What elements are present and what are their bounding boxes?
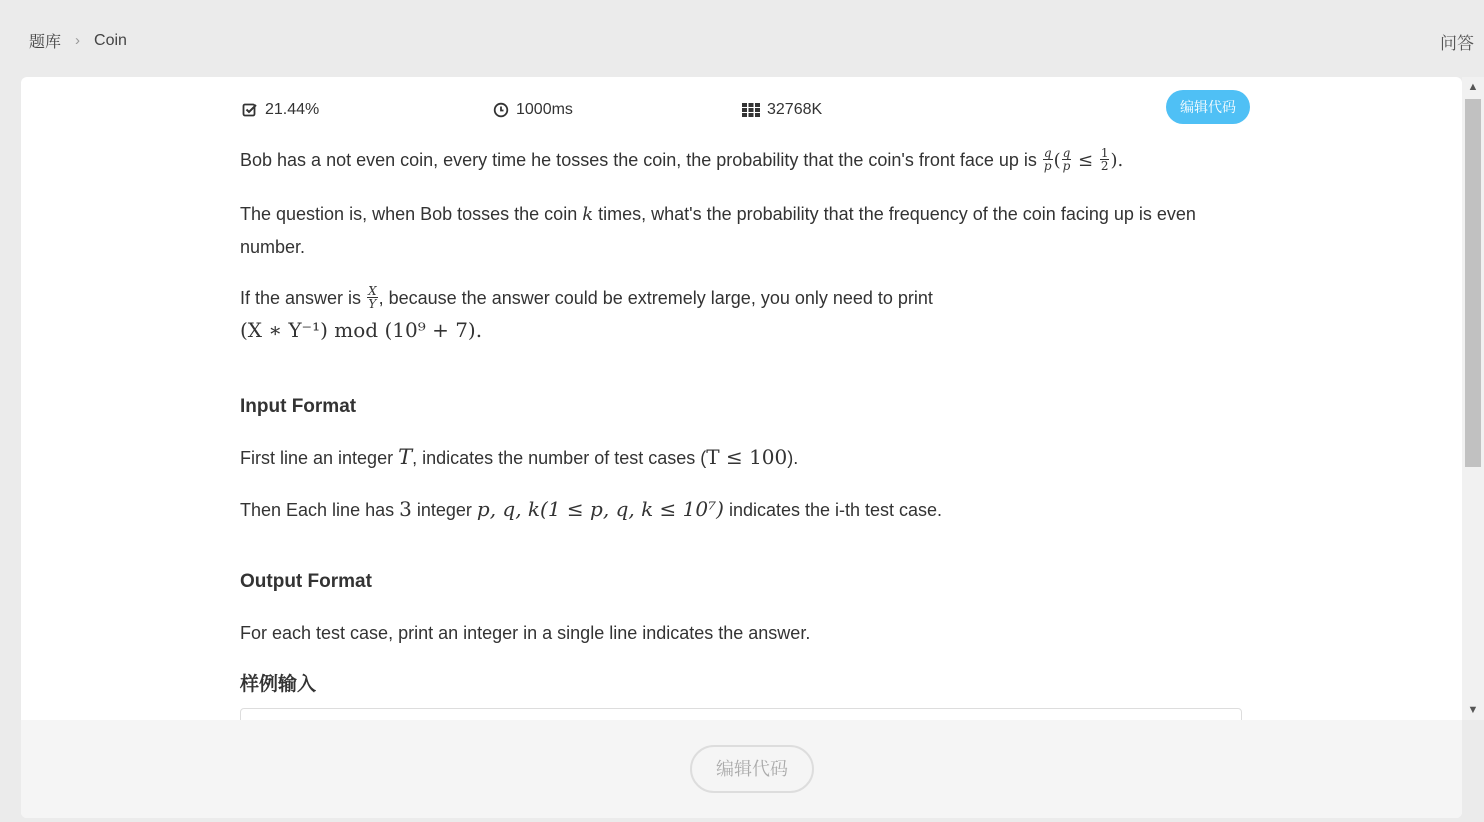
bottom-strip	[1462, 720, 1484, 822]
time-limit-value: 1000ms	[516, 101, 573, 118]
mod-formula: (X ∗ Y⁻¹) mod (10⁹ + 7).	[240, 318, 483, 342]
scroll-up-arrow-icon[interactable]: ▲	[1467, 81, 1479, 93]
var-t: T	[398, 445, 413, 469]
time-limit-stat	[493, 101, 573, 119]
question-text-post: times, what's the probability that the frequency of the coin facing up is even number.	[240, 204, 1196, 257]
input-l2-mid: integer	[411, 500, 477, 520]
problem-answer-format	[240, 282, 1244, 314]
accept-rate-value: 21.44%	[265, 101, 320, 118]
input-l2-pre: Then Each line has	[240, 500, 400, 520]
sample-input-heading: 样例输入	[240, 674, 317, 695]
description-text: Bob has a not even coin, every time he tosses the coin, the probability that the coin's front face up is	[240, 150, 1042, 170]
output-format-heading: Output Format	[240, 571, 372, 592]
breadcrumb-root-link[interactable]: 题库	[29, 34, 62, 51]
input-l1-pre: First line an integer	[240, 448, 399, 468]
problem-question	[240, 198, 1244, 263]
top-bar	[0, 0, 1484, 76]
pqk-constraint: p, q, k(1 ≤ p, q, k ≤ 10⁷)	[476, 497, 724, 521]
problem-scroll-area[interactable]	[21, 77, 1462, 720]
check-square-icon	[242, 102, 258, 118]
grid-icon	[742, 102, 760, 118]
edit-code-pill-button[interactable]: 编辑代码	[1166, 90, 1250, 124]
memory-limit-stat	[742, 101, 822, 119]
problem-description: Bob has a not even coin, every time he tosses the coin, the probability that the coin's front face up is $\frac{q}{p}$ ( $\frac{q}{p}$ ≤ $\frac{1}{2}$ ).	[240, 145, 1124, 173]
input-line-1	[240, 441, 1244, 474]
answer-text-pre: If the answer is	[240, 288, 367, 308]
question-text-pre: The question is, when Bob tosses the coin	[240, 204, 583, 224]
answer-text-post: , because the answer could be extremely large, you only need to print	[378, 288, 933, 308]
breadcrumb-current: Coin	[94, 31, 127, 49]
problem-stats	[240, 77, 1244, 141]
input-l2-post: indicates the i-th test case.	[723, 500, 943, 520]
breadcrumb	[29, 29, 127, 52]
qa-link[interactable]: 问答	[1440, 34, 1474, 53]
t-constraint: T ≤ 100	[706, 445, 788, 469]
accept-rate-stat	[242, 101, 319, 119]
vertical-scrollbar[interactable]	[1462, 77, 1484, 720]
input-format-heading: Input Format	[240, 396, 357, 417]
clock-icon	[493, 102, 509, 118]
fraction-one-half: $\frac{1}{2}$	[1100, 145, 1109, 173]
fraction-x-over-y: $\frac{X}{Y}$	[368, 283, 377, 311]
edit-code-button[interactable]: 编辑代码	[690, 745, 814, 793]
scroll-down-arrow-icon[interactable]: ▼	[1467, 704, 1479, 716]
sample-input-box	[240, 708, 1242, 720]
num-three: 3	[399, 497, 412, 521]
footer-bar	[21, 720, 1462, 818]
input-line-2	[240, 493, 1244, 526]
input-l1-mid: , indicates the number of test cases (	[412, 448, 707, 468]
var-k: k	[582, 204, 594, 225]
answer-formula	[240, 314, 1244, 346]
memory-limit-value: 32768K	[767, 101, 823, 118]
chevron-right-icon: ›	[75, 32, 81, 49]
problem-card	[21, 77, 1462, 818]
output-description: For each test case, print an integer in a single line indicates the answer.	[240, 623, 811, 643]
scrollbar-thumb[interactable]	[1465, 99, 1481, 467]
fraction-q-over-p: $\frac{q}{p}$	[1043, 145, 1052, 173]
input-l1-post: ).	[787, 448, 799, 468]
problem-content	[240, 77, 1244, 701]
fraction-q-over-p-2: $\frac{q}{p}$	[1062, 145, 1071, 173]
